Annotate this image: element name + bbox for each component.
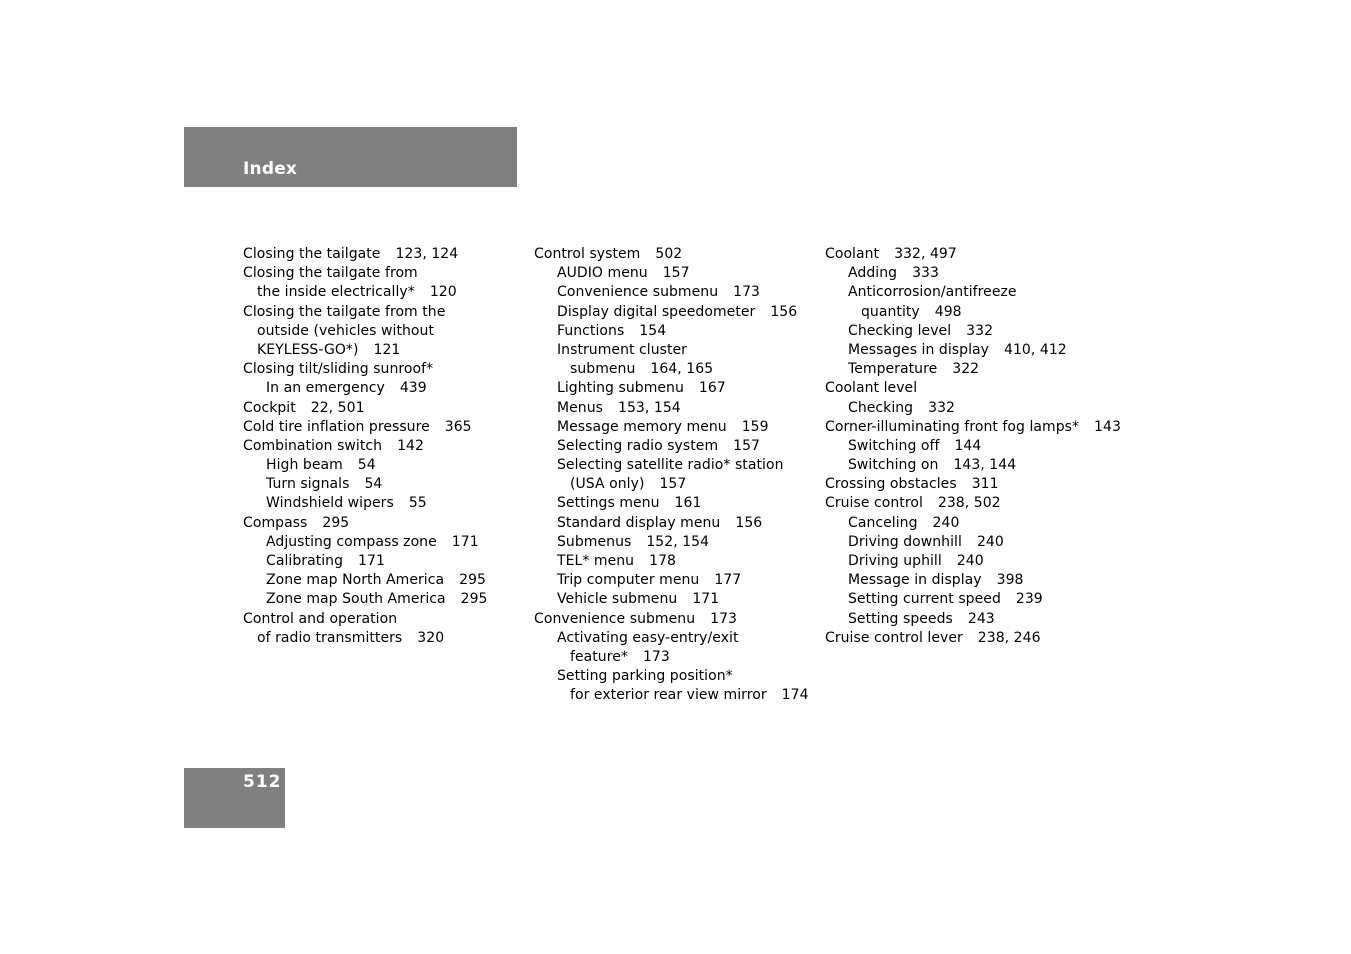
index-entry: [243, 283, 488, 302]
index-page-ref: 159: [741, 418, 769, 435]
index-entry: [243, 610, 488, 629]
index-page-ref: 332: [966, 322, 994, 339]
index-page-ref: 171: [358, 553, 385, 569]
index-term: feature*: [570, 648, 628, 665]
index-page-ref: 498: [934, 303, 962, 320]
index-page-ref: 177: [714, 572, 742, 589]
index-entry: [243, 360, 488, 379]
index-term: the inside electrically*: [257, 284, 415, 301]
index-page-ref: 171: [451, 533, 479, 550]
index-term: Setting speeds: [848, 610, 953, 627]
index-page-ref: 243: [967, 610, 995, 627]
index-term: Submenus: [557, 533, 632, 550]
index-page-ref: 174: [781, 687, 809, 704]
index-entry: [534, 610, 809, 629]
index-page-ref: 156: [770, 303, 798, 320]
index-page-ref: 152, 154: [646, 533, 710, 550]
index-page-ref: 167: [698, 380, 726, 397]
index-term: TEL* menu: [557, 553, 635, 569]
index-page-ref: 157: [733, 437, 761, 454]
index-term: KEYLESS-GO*): [257, 341, 359, 358]
index-entry: [534, 303, 809, 322]
index-page-ref: 142: [397, 437, 424, 454]
index-term: Compass: [243, 514, 308, 531]
index-entry: [243, 552, 488, 571]
index-term: Checking level: [848, 322, 952, 339]
index-page-ref: 295: [322, 514, 350, 531]
index-page-ref: 332, 497: [894, 246, 957, 262]
index-entry: [243, 264, 488, 283]
index-page-ref: 333: [912, 265, 939, 282]
index-entry: [534, 322, 809, 341]
index-entry: [825, 475, 1121, 494]
index-entry: [243, 379, 488, 398]
index-term: Corner-illuminating front fog lamps*: [825, 418, 1080, 435]
index-term: Temperature: [848, 361, 938, 378]
index-entry: [534, 437, 809, 456]
index-page-ref: 153, 154: [617, 399, 681, 416]
index-page-ref: 143, 144: [953, 457, 1017, 474]
index-entry: [243, 475, 488, 494]
index-page-ref: 410, 412: [1003, 341, 1067, 358]
index-page-ref: 120: [429, 284, 457, 301]
index-entry: [534, 475, 809, 494]
index-term: Zone map South America: [266, 591, 446, 608]
index-entry: [243, 322, 488, 341]
index-term: Closing tilt/sliding sunroof*: [243, 361, 434, 378]
index-term: Coolant: [825, 246, 880, 262]
index-term: Menus: [557, 399, 603, 416]
index-page-ref: 238, 246: [977, 629, 1041, 646]
index-entry: [825, 283, 1121, 302]
index-entry: [825, 303, 1121, 322]
index-term: Convenience submenu: [557, 284, 719, 301]
index-page-ref: 164, 165: [650, 361, 714, 378]
index-entry: [534, 264, 809, 283]
index-entry: [825, 590, 1121, 609]
index-entry: [534, 456, 809, 475]
index-page-ref: 238, 502: [937, 495, 1001, 512]
index-page-ref: 320: [417, 629, 445, 646]
index-entry: [534, 629, 809, 648]
index-entry: [243, 456, 488, 475]
index-entry: [243, 494, 488, 513]
index-entry: [825, 379, 1121, 398]
index-term: Lighting submenu: [557, 380, 684, 397]
index-term: Switching on: [848, 457, 939, 474]
index-entry: [534, 418, 809, 437]
index-term: Driving uphill: [848, 553, 942, 569]
index-entry: [825, 494, 1121, 513]
index-entry: [534, 552, 809, 571]
index-term: Settings menu: [557, 495, 660, 512]
index-term: Message memory menu: [557, 418, 727, 435]
index-term: Canceling: [848, 514, 918, 531]
index-term: Combination switch: [243, 437, 383, 454]
index-term: Windshield wipers: [266, 495, 394, 512]
index-page-ref: 240: [956, 553, 984, 569]
index-header-bar: [184, 127, 517, 187]
index-page-ref: 502: [655, 246, 683, 262]
index-page-ref: 332: [928, 399, 955, 416]
index-entry: [825, 264, 1121, 283]
index-term: quantity: [861, 303, 920, 320]
index-term: Trip computer menu: [557, 572, 700, 589]
index-term: Adding: [848, 265, 898, 282]
index-page-ref: 54: [357, 457, 376, 474]
index-entry: [534, 571, 809, 590]
index-page-ref: 311: [971, 476, 999, 493]
index-term: Convenience submenu: [534, 610, 696, 627]
index-term: Calibrating: [266, 553, 344, 569]
index-entry: [534, 533, 809, 552]
index-term: Anticorrosion/antifreeze: [848, 284, 1017, 301]
index-entry: [825, 341, 1121, 360]
index-page-ref: 121: [373, 341, 401, 358]
index-entry: [534, 648, 809, 667]
index-entry: [534, 283, 809, 302]
index-page-ref: 123, 124: [395, 246, 459, 262]
index-term: submenu: [570, 361, 636, 378]
index-page-ref: 171: [692, 591, 720, 608]
index-entry: [825, 552, 1121, 571]
index-term: Functions: [557, 322, 625, 339]
index-term: In an emergency: [266, 380, 385, 397]
index-term: of radio transmitters: [257, 629, 403, 646]
index-column-2: [534, 245, 809, 706]
index-page-ref: 157: [662, 265, 690, 282]
index-entry: [243, 533, 488, 552]
index-term: Closing the tailgate from: [243, 265, 418, 282]
index-entry: [534, 667, 809, 686]
index-entry: [243, 341, 488, 360]
index-entry: [534, 399, 809, 418]
index-page-ref: 154: [639, 322, 667, 339]
index-entry: [534, 494, 809, 513]
index-term: Setting current speed: [848, 591, 1001, 608]
index-entry: [825, 514, 1121, 533]
index-entry: [825, 418, 1121, 437]
index-entry: [825, 456, 1121, 475]
index-term: Closing the tailgate: [243, 246, 381, 262]
index-term: Cruise control: [825, 495, 923, 512]
index-page-ref: 239: [1015, 591, 1043, 608]
index-term: Standard display menu: [557, 514, 721, 531]
index-entry: [243, 245, 488, 264]
index-page-ref: 240: [932, 514, 960, 531]
index-term: Message in display: [848, 572, 982, 589]
index-term: Coolant level: [825, 380, 918, 397]
index-entry: [825, 360, 1121, 379]
index-page-ref: 240: [976, 533, 1004, 550]
index-entry: [825, 245, 1121, 264]
index-term: Closing the tailgate from the: [243, 303, 446, 320]
index-page-ref: 173: [710, 610, 737, 627]
index-term: Instrument cluster: [557, 341, 687, 358]
index-page-ref: 22, 501: [310, 399, 365, 416]
index-column-1: [243, 245, 488, 648]
index-term: Turn signals: [266, 476, 350, 493]
page-title: Index: [243, 159, 298, 179]
index-entry: [243, 437, 488, 456]
index-entry: [243, 514, 488, 533]
index-term: Switching off: [848, 437, 940, 454]
index-term: Cockpit: [243, 399, 296, 416]
index-term: High beam: [266, 457, 343, 474]
index-page-ref: 178: [649, 553, 676, 569]
index-entry: [534, 379, 809, 398]
index-term: Zone map North America: [266, 572, 445, 589]
index-page-ref: 173: [642, 648, 670, 665]
index-column-3: [825, 245, 1121, 648]
index-term: Adjusting compass zone: [266, 533, 437, 550]
index-term: Messages in display: [848, 341, 989, 358]
index-term: Checking: [848, 399, 914, 416]
index-entry: [825, 399, 1121, 418]
index-page-ref: 143: [1094, 418, 1121, 435]
index-entry: [243, 590, 488, 609]
index-page-ref: 54: [364, 476, 383, 493]
index-term: outside (vehicles without: [257, 322, 435, 339]
index-term: Activating easy-entry/exit: [557, 629, 739, 646]
index-page-ref: 55: [408, 495, 427, 512]
index-page-ref: 161: [674, 495, 702, 512]
index-term: Driving downhill: [848, 533, 962, 550]
index-entry: [825, 437, 1121, 456]
index-term: Control system: [534, 246, 641, 262]
index-entry: [534, 360, 809, 379]
index-entry: [825, 629, 1121, 648]
index-term: Display digital speedometer: [557, 303, 756, 320]
index-term: for exterior rear view mirror: [570, 687, 767, 704]
index-page-ref: 398: [996, 572, 1024, 589]
index-page-ref: 295: [460, 591, 488, 608]
page-number-box: [184, 768, 285, 828]
index-term: (USA only): [570, 476, 645, 493]
index-page-ref: 439: [399, 380, 427, 397]
index-entry: [534, 686, 809, 705]
index-page-ref: 295: [459, 572, 486, 589]
index-entry: [243, 303, 488, 322]
index-entry: [243, 399, 488, 418]
index-entry: [825, 322, 1121, 341]
index-entry: [534, 514, 809, 533]
index-term: Setting parking position*: [557, 668, 733, 685]
index-entry: [825, 610, 1121, 629]
index-term: Selecting satellite radio* station: [557, 457, 784, 474]
index-entry: [825, 533, 1121, 552]
index-page-ref: 157: [659, 476, 687, 493]
page-number: 512: [243, 772, 282, 792]
index-entry: [534, 245, 809, 264]
index-entry: [243, 571, 488, 590]
index-term: Vehicle submenu: [557, 591, 678, 608]
index-term: Cold tire inflation pressure: [243, 418, 430, 435]
index-term: Selecting radio system: [557, 437, 719, 454]
index-term: Cruise control lever: [825, 629, 963, 646]
index-page-ref: 322: [952, 361, 980, 378]
index-page-ref: 173: [733, 284, 760, 301]
index-term: AUDIO menu: [557, 265, 648, 282]
index-page-ref: 156: [735, 514, 763, 531]
index-entry: [534, 590, 809, 609]
index-page-ref: 365: [444, 418, 472, 435]
index-entry: [243, 629, 488, 648]
index-term: Control and operation: [243, 610, 398, 627]
index-entry: [825, 571, 1121, 590]
index-entry: [534, 341, 809, 360]
index-term: Crossing obstacles: [825, 476, 957, 493]
index-entry: [243, 418, 488, 437]
index-page-ref: 144: [954, 437, 982, 454]
